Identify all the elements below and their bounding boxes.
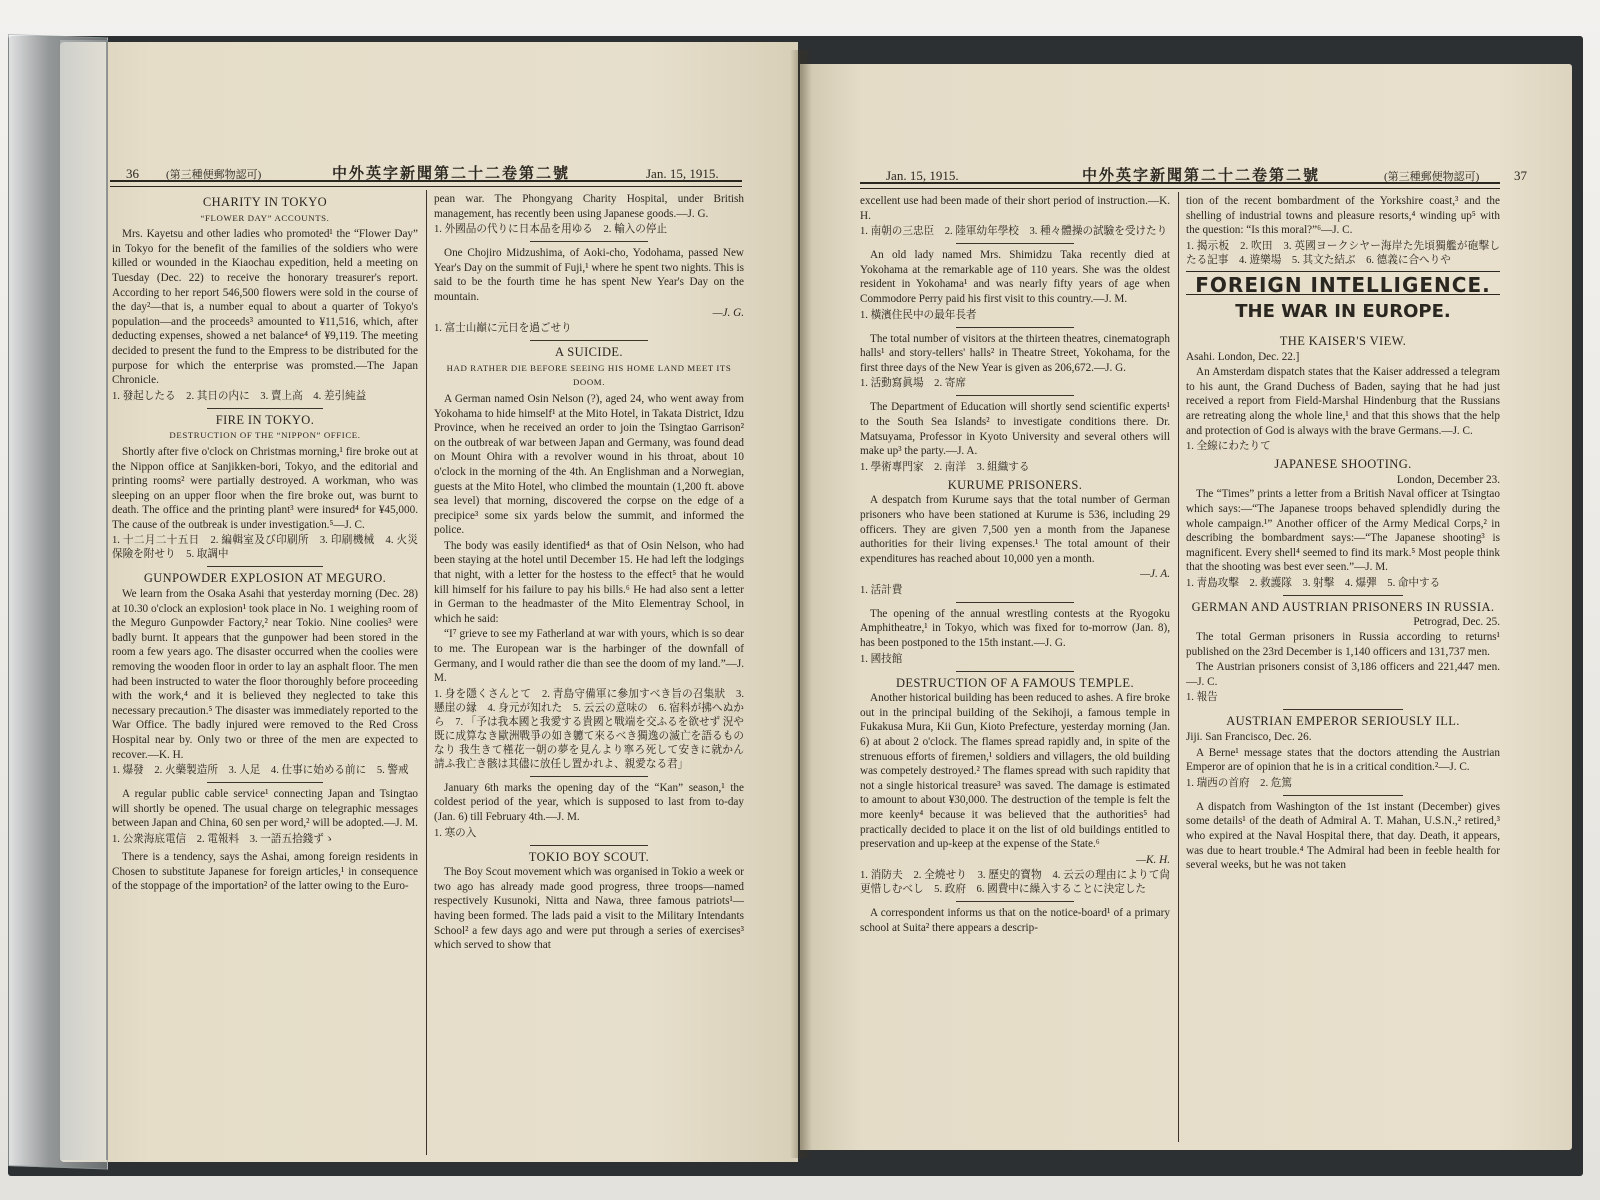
glossary-notes: 1. 揭示板 2. 吹田 3. 英國ヨークシヤー海岸た先頃獨艦が砲擊したる記事 4. 遊樂場 5. 其文た結ぶ 6. 德義に合へりや [1186, 240, 1500, 266]
article-body: January 6th marks the opening day of the “Kan” season,¹ the coldest period of the year, which is supposed to last from to-day (Jan. 6) till February 4th.—J. M. [434, 781, 744, 823]
article-title: CHARITY IN TOKYO [202, 195, 328, 209]
article-body: A German named Osin Nelson (?), aged 24, who went away from Yokohama to hide himself¹ at the Mito Hotel, in Takata District, Idzu Province, when he received an order to join the Tsingtao Garrison² on the outbreak of war between Japan and Germany, was found dead on Mount Ohira with a revolver wound in his throat, about 10 o'clock in the morning of the 4th. An Englishman and a Norwegian, guests at the Mito Hotel, who climbed the mountain (1,200 ft. above sea level) that morning, discovered the corpse on the edge of a precipice³ some six yards below the summit, and informed the police. [434, 392, 744, 537]
glossary-notes: 1. 橫濱住民中の最年長者 [860, 309, 977, 321]
article-body: A correspondent informs us that on the notice-board¹ of a primary school at Suita² there appears a descrip- [860, 907, 1170, 934]
article-divider [207, 566, 323, 567]
article-title: GUNPOWDER EXPLOSION AT MEGURO. [143, 571, 387, 586]
article-divider [530, 845, 648, 846]
article-source: —J. G. [712, 306, 744, 319]
article-title: A SUICIDE. [555, 345, 623, 360]
article-divider [1283, 709, 1402, 710]
glossary-notes: 1. 富士山巓に元日を過ごせり [434, 323, 572, 335]
article-body: A regular public cable service¹ connecting Japan and Tsingtao will shortly be opened. The usual charge on telegraphic messages between Japan and China, 60 sen per word,² will be adopted.—J. M. [112, 788, 418, 830]
article-body: A dispatch from Washington of the 1st instant (December) gives some details¹ of the death of Admiral A. T. Mahan, U.S.N.,² retired,³ who expired at the Naval Hospital there, that day. Death, it appears, was due to heart trouble.⁴ The Admiral had been in feeble health for several weeks, but he was not taken [1186, 800, 1500, 872]
glossary-notes: 1. 瑞西の首府 2. 危篤 [1186, 777, 1292, 789]
article-divider [956, 327, 1074, 328]
article-body: A Berne¹ message states that the doctors attending the Austrian Emperor are of opinion that he is in a critical condition.²—J. C. [1186, 746, 1500, 774]
right-page [800, 64, 1572, 1150]
glossary-notes: 1. 活動寫眞場 2. 寄席 [860, 378, 966, 390]
article-divider [956, 602, 1074, 603]
article-body: An Amsterdam dispatch states that the Kaiser addressed a telegram to his aunt, the Grand Duchess of Baden, saying that he had just received a report from Field-Marshal Hindenburg that the Russians are retreating along the whole line,¹ and that this shows that the help and protection of God is always with the brave Germans.—J. C. [1186, 366, 1500, 437]
left-column-2 [434, 192, 744, 1162]
article-source: —J. A. [1140, 568, 1170, 581]
article-dateline: Petrograd, Dec. 25. [1413, 616, 1500, 629]
article-divider [207, 782, 323, 783]
glossary-notes: 1. 爆發 2. 火藥製造所 3. 人足 4. 仕事に始める前に 5. 警戒 [112, 765, 409, 777]
glossary-notes: 1. 寒の入 [434, 827, 477, 839]
article-source: —K. H. [1136, 853, 1170, 866]
glossary-notes: 1. 國技館 [860, 653, 903, 665]
book-gutter-shadow [790, 50, 812, 1158]
left-page-number: 36 [126, 166, 139, 181]
article-title: JAPANESE SHOOTING. [1274, 457, 1412, 472]
article-divider [1283, 795, 1402, 796]
article-quote: “I⁷ grieve to see my Fatherland at war with yours, which is so dear to me. The European war is the harbinger of the downfall of Germany, and I would rather die than see the doom of my land.”—J. M. [434, 628, 744, 685]
right-column-3 [860, 194, 1170, 1149]
article-title: TOKIO BOY SCOUT. [528, 849, 650, 864]
glossary-notes: 1. 十二月二十五日 2. 編輯室及び印刷所 3. 印刷機械 4. 火災保險を附せり 5. 取調中 [112, 535, 418, 561]
left-column-1 [112, 192, 418, 1162]
article-title: KURUME PRISONERS. [947, 477, 1083, 492]
article-body: The “Times” prints a letter from a British Naval officer at Tsingtao which says:—“The Japanese troops behaved splendidly during the whole campaign.¹” Another officer of the Army Medical Corps,² in describing the bombardment says:—“The Japanese shooting³ is magnificent. Every shell⁴ seemed to find its mark.⁵ Most people think that the shooting was best ever seen.”—J. M. [1186, 488, 1500, 574]
article-body: tion of the recent bombardment of the Yorkshire coast,³ and the shelling of industrial towns and pleasure resorts,⁴ winding up⁵ with the question: “Is this moral?”⁶—J. C. [1186, 195, 1500, 237]
left-issue-date: Jan. 15, 1915. [646, 166, 719, 181]
article-divider [530, 241, 648, 242]
right-column-4 [1186, 194, 1500, 1149]
article-divider [530, 776, 648, 777]
left-paper-title: 中外英字新聞第二十二卷第二號 [331, 166, 570, 182]
article-dateline: London, December 23. [1396, 473, 1500, 486]
article-body: The Austrian prisoners consist of 3,186 officers and 221,447 men.—J. C. [1186, 661, 1500, 688]
article-title: DESTRUCTION OF A FAMOUS TEMPLE. [895, 675, 1134, 690]
article-divider [1283, 595, 1402, 596]
glossary-notes: 1. 活計費 [860, 584, 903, 596]
article-body: The opening of the annual wrestling contests at the Ryogoku Amphitheatre,¹ in Tokyo, which was fixed for to-morrow (Jan. 8), has been postponed to the 15th instant.—J. G. [860, 607, 1170, 650]
article-divider [530, 340, 648, 341]
article-divider [956, 901, 1074, 902]
article-body: The Department of Education will shortly send scientific experts¹ to the South Sea Islands² to investigate conditions there. Dr. Matsuyama, Professor in Kyoto University and several others will make up³ the party.—J. A. [860, 401, 1170, 458]
article-body: We learn from the Osaka Asahi that yesterday morning (Dec. 28) at 10.30 o'clock an explosion¹ took place in No. 1 weighing room of the Meguro Gunpowder Factory,² near Tokio. Nine coolies³ were badly burnt. It appears that the gunpower had been stored in the room a few years ago. The disaster occurred when the coolies were removing the wooden floor in order to lay an asphalt floor. The men had been instructed to water the floor thoroughly before proceeding with the work,⁴ and it is believed they neglected to take this necessary precaution.⁵ The disaster was immediately reported to the War Office. The badly injured were removed to the Red Cross Hospital near by. Only two or three of the men are expected to recover.—K. H. [112, 588, 418, 761]
article-subtitle: HAD RATHER DIE BEFORE SEEING HIS HOME LAND MEET ITS DOOM. [446, 362, 732, 388]
article-divider [207, 408, 323, 409]
glossary-notes: 1. 外國品の代りに日本品を用ゆる 2. 輸入の停止 [434, 224, 668, 236]
glossary-notes: 1. 南朝の三忠臣 2. 陸軍幼年學校 3. 種々體操の試驗を受けたり [860, 226, 1168, 238]
glossary-notes: 1. 發起したる 2. 其日の内に 3. 賣上高 4. 差引純益 [112, 390, 367, 402]
glossary-notes: 1. 公衆海底電信 2. 電報料 3. 一語五拾錢ずゝ [112, 833, 335, 845]
article-divider [956, 243, 1074, 244]
left-header-rule [110, 180, 742, 187]
article-body: excellent use had been made of their short period of instruction.—K. H. [860, 195, 1170, 222]
article-body: An old lady named Mrs. Shimidzu Taka recently died at Yokohama at the remarkable age of 110 years. She was the oldest resident in Yokohama¹ and was nearly fifty years of age when Commodore Perry paid his first visit to this country.—J. M. [860, 249, 1170, 305]
article-body: pean war. The Phongyang Charity Hospital, under British management, has recently been using Japanese goods.—J. G. [434, 193, 744, 220]
glossary-notes: 1. 身を隱くさんとて 2. 青島守備軍に參加すべき旨の召集狀 3. 懸崖の縁 4. 身元が知れた 5. 云云の意味の 6. 宿料が拂へぬから 7. 「予は我本國と我愛する貴國と戰端を交ふるを欲せず 況や既に成算なき歐洲戰爭の如き軈て來るべき獨逸の滅亡を語るものなり 我生きて槿花一朝の夢を見んより寧ろ死して安きに就かん 請ふ我亡き骸は其儘に放任し置かれよ、親愛なる君」 [434, 688, 744, 770]
article-subtitle: “FLOWER DAY” ACCOUNTS. [200, 212, 330, 223]
article-body: Mrs. Kayetsu and other ladies who promoted¹ the “Flower Day” in Tokyo for the benefit of the families of the soldiers who were killed or wounded in the Kiaochau expedition, held a meeting on Tuesday (Dec. 22) to receive the honorary treasurer's report. According to her report 546,500 flowers were sold in the course of the day²—that is, a number equal to about a quarter of Tokyo's population—and the proceeds³ amounted to ¥11,516, which, after deducting expenses, showed a net balance⁴ of ¥9,119. The meeting decided to present the fund to the Empress to be distributed for the purpose for which the enterprise was promsted.—The Japan Chronicle. [112, 228, 418, 387]
section-banner: FOREIGN INTELLIGENCE. [1195, 272, 1491, 297]
glossary-notes: 1. 全線にわたりて [1186, 441, 1271, 453]
right-issue-date: Jan. 15, 1915. [886, 168, 959, 183]
article-title: GERMAN AND AUSTRIAN PRISONERS IN RUSSIA. [1191, 599, 1495, 614]
article-body: The total number of visitors at the thirteen theatres, cinematograph halls¹ and story-tellers' halls² in Theatre Street, Yokohama, for the first three days of the New Year is given as 206,672.—J. G. [860, 332, 1170, 374]
article-body: One Chojiro Midzushima, of Aoki-cho, Yodohama, passed New Year's Day on the summit of Fuji,¹ where he spent two nights. This is said to be the fourth time he has spent New Year's Day on the mountain. [434, 247, 744, 303]
glossary-notes: 1. 消防夫 2. 全燒せり 3. 歷史的寶物 4. 云云の理由によりて尙更惜しむべし 5. 政府 6. 國費中に繰入することに決定した [860, 870, 1170, 896]
article-dateline: Jiji. San Francisco, Dec. 26. [1186, 731, 1312, 744]
left-column-rule [426, 190, 427, 1155]
article-title: FIRE IN TOKYO. [215, 412, 315, 427]
article-body: The body was easily identified⁴ as that of Osin Nelson, who had been staying at the hotel until December 15. He had left the lodgings that night, with a letter for the hostess to the effect⁵ that he would kill himself for his failure to pay his bills.⁶ He had also sent a letter in German to the headmaster of the Mito Elementray School, in which he said: [434, 539, 744, 625]
article-body: The Boy Scout movement which was organised in Tokio a week or two ago has already made good progress, three troops—named respectively Kusunoki, Nitta and Nawa, three famous patriots¹—having been formed. The lads paid a visit to the Military Intendants School² a few days ago and were put through a series of exercises³ which served to show that [434, 866, 744, 952]
section-rule [1186, 271, 1500, 272]
right-column-rule [1178, 192, 1179, 1142]
right-permit-note: (第三種郵便物認可) [1384, 171, 1480, 183]
left-permit-note: (第三種便郵物認可) [166, 169, 262, 181]
article-subtitle: DESTRUCTION OF THE “NIPPON” OFFICE. [169, 430, 361, 441]
article-body: There is a tendency, says the Ashai, among foreign residents in Chosen to substitute Japanese for foreign articles,¹ in consequence of the stoppage of the importation² of the latter owing to the Euro- [112, 850, 418, 893]
article-title: THE KAISER'S VIEW. [1279, 333, 1407, 348]
article-divider [956, 395, 1074, 396]
right-header-rule [860, 182, 1500, 189]
section-heading: THE WAR IN EUROPE. [1235, 301, 1451, 323]
article-title: AUSTRIAN EMPEROR SERIOUSLY ILL. [1226, 714, 1460, 729]
article-body: The total German prisoners in Russia according to returns¹ published on the 23rd December is 1,140 officers and 131,737 men. [1186, 631, 1500, 658]
right-paper-title: 中外英字新聞第二十二卷第二號 [1081, 168, 1320, 184]
left-page [60, 42, 798, 1162]
article-body: A despatch from Kurume says that the total number of German prisoners who have been stationed at Kurume is 536, including 29 officers. They are given 7,500 yen a month from the Japanese authorities for their living expenses.¹ The total amount of their expenditures has reached about 10,000 yen a month. [860, 494, 1170, 565]
article-divider [956, 671, 1074, 672]
glossary-notes: 1. 學術專門家 2. 南洋 3. 組織する [860, 461, 1030, 473]
article-dateline: Asahi. London, Dec. 22.] [1186, 350, 1300, 363]
glossary-notes: 1. 靑島攻擊 2. 救護隊 3. 射擊 4. 爆彈 5. 命中する [1186, 577, 1441, 589]
glass-display-edge [60, 40, 108, 1160]
article-body: Shortly after five o'clock on Christmas morning,¹ fire broke out at the Nippon office at Sanjikken-bori, Tokyo, and the editorial and printing rooms² were partially destroyed. A workman, who was sleeping on an upper floor when the fire broke out, was burnt to death. The office and the printing plant³ were insured⁴ for ¥45,000. The cause of the outbreak is under investigation.⁵—J. C. [112, 445, 418, 531]
right-page-number: 37 [1514, 168, 1527, 183]
glossary-notes: 1. 報告 [1186, 692, 1218, 704]
article-body: Another historical building has been reduced to ashes. A fire broke out in the principal building of the Sekihoji, a famous temple in Fukakusa Mura, Kii Gun, Kioto Prefecture, yesterday morning (Jan. 6) at about 2 o'clock. The flames spread rapidly and, in spite of the strenuous efforts of firemen,¹ soldiers and villagers, the old building was competely destroyed.² The flames spread with such rapidity that not a single historical treasure³ was saved. The damage is estimated to amount to about ¥30,000. The destruction of the temple is felt the more keenly⁴ because it was believed that the authorities⁵ had practically decided to place it on the list of old buildings entitled to preservation and up-keep at the expense of the State.⁶ [860, 692, 1170, 851]
